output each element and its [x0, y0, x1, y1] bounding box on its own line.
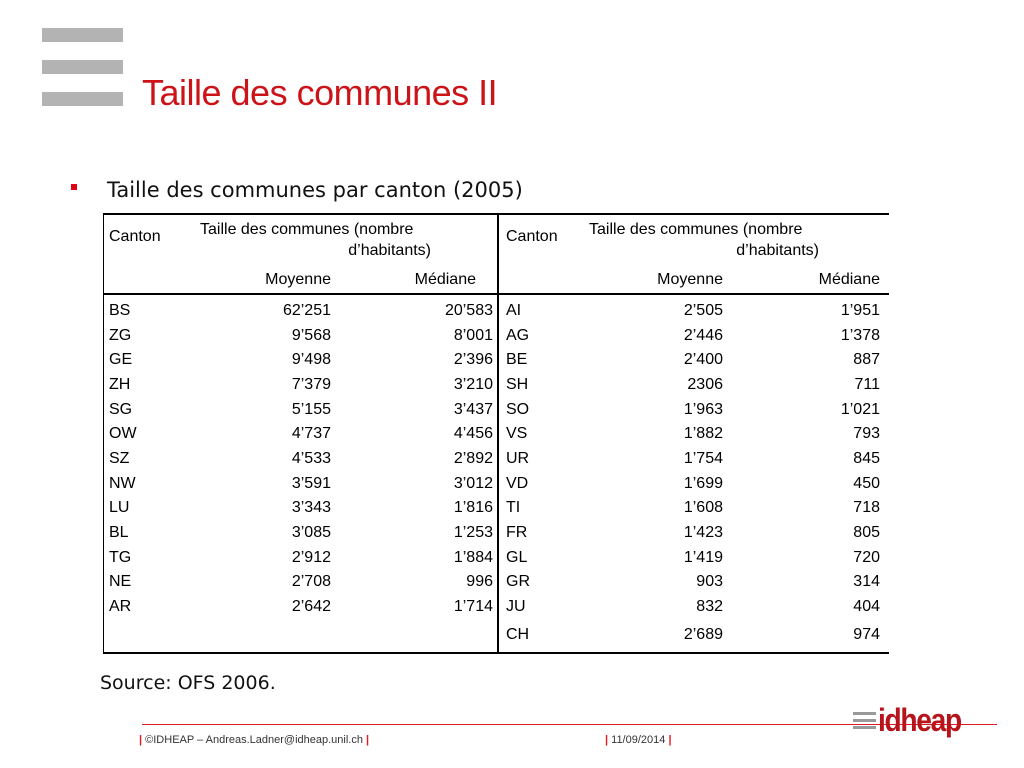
header-median-left: Médiane: [414, 271, 476, 288]
footer-pipe: |: [668, 734, 672, 746]
left-cell-median: 996: [466, 573, 493, 591]
left-cell-median: 3’210: [453, 375, 493, 393]
left-cell-mean: 2’912: [291, 548, 331, 566]
right-cell-mean: 2306: [687, 375, 723, 393]
left-cell-mean: 3’343: [291, 499, 331, 517]
left-cell-mean: 5’155: [291, 400, 331, 418]
left-cell-median: 20’583: [444, 302, 493, 319]
left-cell-canton: NW: [109, 474, 136, 492]
right-cell-mean: 832: [696, 597, 723, 615]
left-cell-median: 4’456: [453, 425, 493, 443]
right-cell-mean: 2’446: [683, 326, 723, 344]
right-cell-median: 1’021: [840, 400, 880, 418]
left-cell-median: 2’892: [453, 449, 493, 467]
left-cell-median: 3’437: [453, 400, 493, 418]
right-cell-mean: 2’400: [683, 351, 723, 369]
left-cell-median: 1’253: [453, 523, 493, 541]
right-cell-canton: FR: [506, 523, 528, 541]
footer-pipe: |: [366, 734, 370, 746]
left-cell-canton: SZ: [109, 449, 130, 467]
right-cell-canton: VS: [506, 425, 528, 443]
right-cell-median: 404: [853, 597, 880, 615]
left-cell-canton: ZH: [109, 375, 131, 393]
right-cell-canton: GR: [506, 573, 530, 591]
right-cell-canton: JU: [506, 597, 526, 615]
total-cell-canton: CH: [506, 626, 530, 643]
total-cell-median: 974: [853, 626, 880, 643]
header-size-right-1: Taille des communes (nombre: [589, 221, 803, 238]
left-cell-canton: BS: [109, 302, 131, 319]
header-size-left-1: Taille des communes (nombre: [200, 221, 414, 238]
footer-date-block: [605, 734, 672, 746]
right-cell-canton: UR: [506, 449, 530, 467]
logo-stripe: [853, 726, 876, 729]
right-cell-mean: 1’882: [683, 425, 723, 443]
right-cell-median: 805: [853, 523, 880, 541]
left-cell-median: 8’001: [453, 326, 493, 344]
right-cell-median: 1’378: [840, 326, 880, 344]
right-cell-mean: 1’423: [683, 523, 723, 541]
left-cell-mean: 3’591: [291, 474, 331, 492]
logo-stripe: [853, 712, 876, 715]
left-cell-median: 1’884: [453, 548, 493, 566]
bullet-text: Taille des communes par canton (2005): [107, 178, 523, 202]
header-size-left-2: d’habitants): [348, 242, 431, 259]
right-cell-canton: GL: [506, 548, 528, 566]
left-cell-canton: GE: [109, 351, 133, 369]
right-cell-mean: 2’505: [683, 302, 723, 319]
footer-pipe: |: [139, 734, 143, 746]
table-bottom-rule: [103, 652, 889, 654]
left-cell-canton: LU: [109, 499, 130, 517]
right-cell-median: 887: [853, 351, 880, 369]
logo-bar: [42, 92, 123, 106]
left-cell-mean: 4’533: [291, 449, 331, 467]
header-size-right-2: d’habitants): [736, 242, 819, 259]
right-cell-canton: AI: [506, 302, 522, 319]
canton-table: [103, 213, 889, 654]
left-cell-mean: 7’379: [291, 375, 331, 393]
left-cell-mean: 2’642: [291, 597, 331, 615]
right-cell-median: 720: [853, 548, 880, 566]
left-cell-canton: BL: [109, 523, 129, 541]
right-cell-median: 314: [853, 573, 880, 591]
right-cell-mean: 1’699: [683, 474, 723, 492]
header-median-right: Médiane: [818, 271, 880, 288]
right-cell-mean: 1’608: [683, 499, 723, 517]
right-cell-median: 793: [853, 425, 880, 443]
left-cell-median: 1’714: [453, 597, 493, 615]
header-mean-left: Moyenne: [265, 271, 331, 288]
left-cell-median: 1’816: [453, 499, 493, 517]
right-cell-median: 1’951: [840, 302, 880, 319]
left-cell-canton: SG: [109, 400, 133, 418]
right-cell-mean: 903: [696, 573, 723, 591]
footer-pipe: |: [605, 734, 609, 746]
idheap-logo: [853, 704, 973, 742]
right-cell-canton: AG: [506, 326, 530, 344]
left-cell-mean: 4’737: [291, 425, 331, 443]
left-cell-canton: TG: [109, 548, 132, 566]
header-canton-right: Canton: [506, 228, 558, 245]
left-cell-canton: NE: [109, 573, 132, 591]
right-cell-canton: VD: [506, 474, 529, 492]
source-note: Source: OFS 2006.: [100, 672, 276, 694]
table-middle-divider: [497, 213, 499, 654]
table-left-border: [103, 213, 104, 654]
slide-title: Taille des communes II: [142, 72, 498, 113]
right-cell-mean: 1’754: [683, 449, 723, 467]
header-canton-left: Canton: [109, 228, 161, 245]
logo-wordmark: idheap: [878, 702, 961, 738]
right-cell-mean: 1’963: [683, 400, 723, 418]
footer-copyright: ©IDHEAP – Andreas.Ladner@idheap.unil.ch: [145, 734, 363, 746]
logo-bar: [42, 60, 123, 74]
table-top-rule: [103, 213, 889, 215]
right-cell-median: 718: [853, 499, 880, 517]
right-cell-median: 711: [854, 375, 880, 393]
footer-date: 11/09/2014: [611, 734, 666, 746]
left-cell-mean: 9’498: [291, 351, 331, 369]
bullet-square-icon: [71, 184, 77, 190]
left-cell-canton: ZG: [109, 326, 132, 344]
total-cell-mean: 2’689: [683, 626, 723, 643]
table-header-rule: [103, 293, 889, 295]
left-cell-mean: 9’568: [291, 326, 331, 344]
logo-stripe: [853, 719, 876, 722]
left-cell-median: 2’396: [453, 351, 493, 369]
header-mean-right: Moyenne: [657, 271, 723, 288]
left-cell-mean: 62’251: [282, 302, 331, 319]
left-cell-canton: AR: [109, 597, 132, 615]
logo-bar: [42, 28, 123, 42]
right-cell-canton: BE: [506, 351, 528, 369]
left-cell-canton: OW: [109, 425, 137, 443]
left-cell-mean: 3’085: [291, 523, 331, 541]
left-cell-median: 3’012: [453, 474, 493, 492]
right-cell-mean: 1’419: [683, 548, 723, 566]
right-cell-canton: TI: [506, 499, 521, 517]
right-cell-median: 450: [853, 474, 880, 492]
footer-left: [139, 734, 369, 746]
right-cell-canton: SH: [506, 375, 529, 393]
left-cell-mean: 2’708: [291, 573, 331, 591]
right-cell-median: 845: [853, 449, 880, 467]
right-cell-canton: SO: [506, 400, 530, 418]
